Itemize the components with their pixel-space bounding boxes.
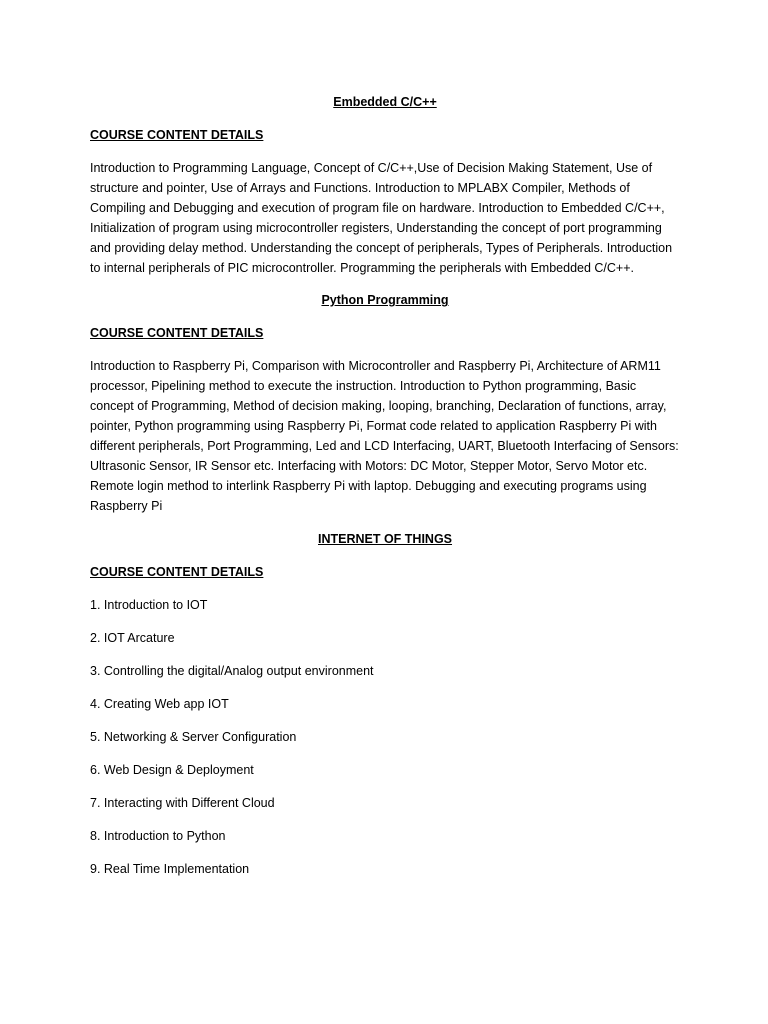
- list-item: 8. Introduction to Python: [90, 828, 226, 843]
- list-item: 7. Interacting with Different Cloud: [90, 795, 275, 810]
- list-item: 9. Real Time Implementation: [90, 861, 250, 876]
- list-item: 2. IOT Arcature: [90, 630, 175, 645]
- section-embedded: [90, 93, 680, 278]
- list-item: 1. Introduction to IOT: [90, 597, 208, 612]
- course-content-heading: COURSE CONTENT DETAILS: [90, 326, 264, 341]
- course-description: Introduction to Raspberry Pi, Comparison with Microcontroller and Raspberry Pi, Architecture of ARM11 processor, Pipelining method to execute the instruction. Introduction to Python programming, Basic concept of Programming, Method of decision making, looping, branching, Declaration of functions, array, pointer, Python programming using Raspberry Pi, Format code related to application Raspberry Pi with different peripherals, Port Programming, Led and LCD Interfacing, UART, Bluetooth Interfacing of Sensors: Ultrasonic Sensor, IR Sensor etc. Interfacing with Motors: DC Motor, Stepper Motor, Servo Motor etc. Remote login method to interlink Raspberry Pi with laptop. Debugging and executing programs using Raspberry Pi: [90, 359, 679, 513]
- section-title: INTERNET OF THINGS: [317, 531, 453, 546]
- list-item: 6. Web Design & Deployment: [90, 762, 254, 777]
- section-title: Python Programming: [321, 293, 449, 308]
- section-title: Embedded C/C++: [333, 95, 437, 109]
- list-item: 4. Creating Web app IOT: [90, 696, 229, 711]
- document-page: [90, 93, 680, 893]
- topic-list: [90, 596, 680, 878]
- course-content-heading: COURSE CONTENT DETAILS: [90, 564, 264, 579]
- list-item: 3. Controlling the digital/Analog output environment: [90, 663, 374, 678]
- list-item: 5. Networking & Server Configuration: [90, 729, 297, 744]
- section-python: [90, 291, 680, 516]
- section-iot: [90, 530, 680, 878]
- course-content-heading: COURSE CONTENT DETAILS: [90, 128, 264, 142]
- course-description: Introduction to Programming Language, Concept of C/C++,Use of Decision Making Statement, Use of structure and pointer, Use of Arrays and Functions. Introduction to MPLABX Compiler, Methods of Compiling and Debugging and execution of program file on hardware. Introduction to Embedded C/C++, Initialization of program using microcontroller registers, Understanding the concept of port programming and providing delay method. Understanding the concept of peripherals, Types of Peripherals. Introduction to internal peripherals of PIC microcontroller. Programming the peripherals with Embedded C/C++.: [90, 161, 673, 275]
